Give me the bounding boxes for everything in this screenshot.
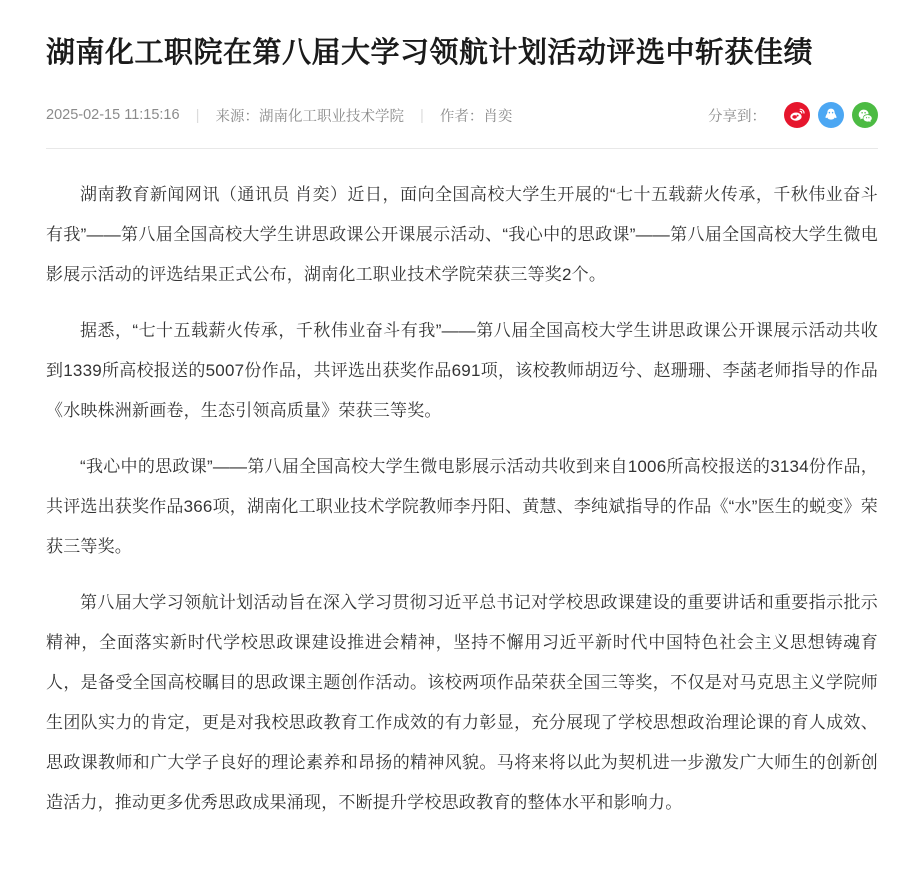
article-source: 来源：湖南化工职业技术学院	[215, 108, 404, 125]
share-label: 分享到：	[708, 108, 766, 125]
page-title: 湖南化工职院在第八届大学习领航计划活动评选中斩获佳绩	[46, 37, 814, 69]
share-zone	[708, 102, 878, 128]
qq-icon[interactable]	[818, 102, 844, 128]
article-body	[46, 149, 878, 823]
publish-date: 2025-02-15 11:15:16	[46, 107, 180, 123]
wechat-icon[interactable]	[852, 102, 878, 128]
article-paragraph: “我心中的思政课”——第八届全国高校大学生微电影展示活动共收到来自1006所高校报送的3134份作品，共评选出获奖作品366项，湖南化工职业技术学院教师李丹阳、黄慧、李纯斌指导的作品《“水”医生的蜕变》荣获三等奖。	[46, 457, 878, 556]
article-paragraph: 据悉，“七十五载薪火传承，千秋伟业奋斗有我”——第八届全国高校大学生讲思政课公开课展示活动共收到1339所高校报送的5007份作品，共评选出获奖作品691项，该校教师胡迈兮、赵珊珊、李菡老师指导的作品《水映株洲新画卷，生态引领高质量》荣获三等奖。	[46, 321, 878, 420]
article-paragraph: 第八届大学习领航计划活动旨在深入学习贯彻习近平总书记对学校思政课建设的重要讲话和重要指示批示精神，全面落实新时代学校思政课建设推进会精神，坚持不懈用习近平新时代中国特色社会主义思想铸魂育人，是备受全国高校瞩目的思政课主题创作活动。该校两项作品荣获全国三等奖，不仅是对马克思主义学院师生团队实力的肯定，更是对我校思政教育工作成效的有力彰显，充分展现了学校思想政治理论课的育人成效、思政课教师和广大学子良好的理论素养和昂扬的精神风貌。马将来将以此为契机进一步激发广大师生的创新创造活力，推动更多优秀思政成果涌现，不断提升学校思政教育的整体水平和影响力。	[46, 593, 878, 812]
article-paragraph: 湖南教育新闻网讯（通讯员 肖奕）近日，面向全国高校大学生开展的“七十五载薪火传承，千秋伟业奋斗有我”——第八届全国高校大学生讲思政课公开课展示活动、“我心中的思政课”——第八届全国高校大学生微电影展示活动的评选结果正式公布，湖南化工职业技术学院荣获三等奖2个。	[46, 185, 878, 284]
article-author: 作者：肖奕	[439, 108, 513, 125]
meta-divider: |	[195, 106, 200, 124]
weibo-icon[interactable]	[784, 102, 810, 128]
meta-divider: |	[419, 106, 424, 124]
article-meta-bar	[46, 102, 878, 149]
